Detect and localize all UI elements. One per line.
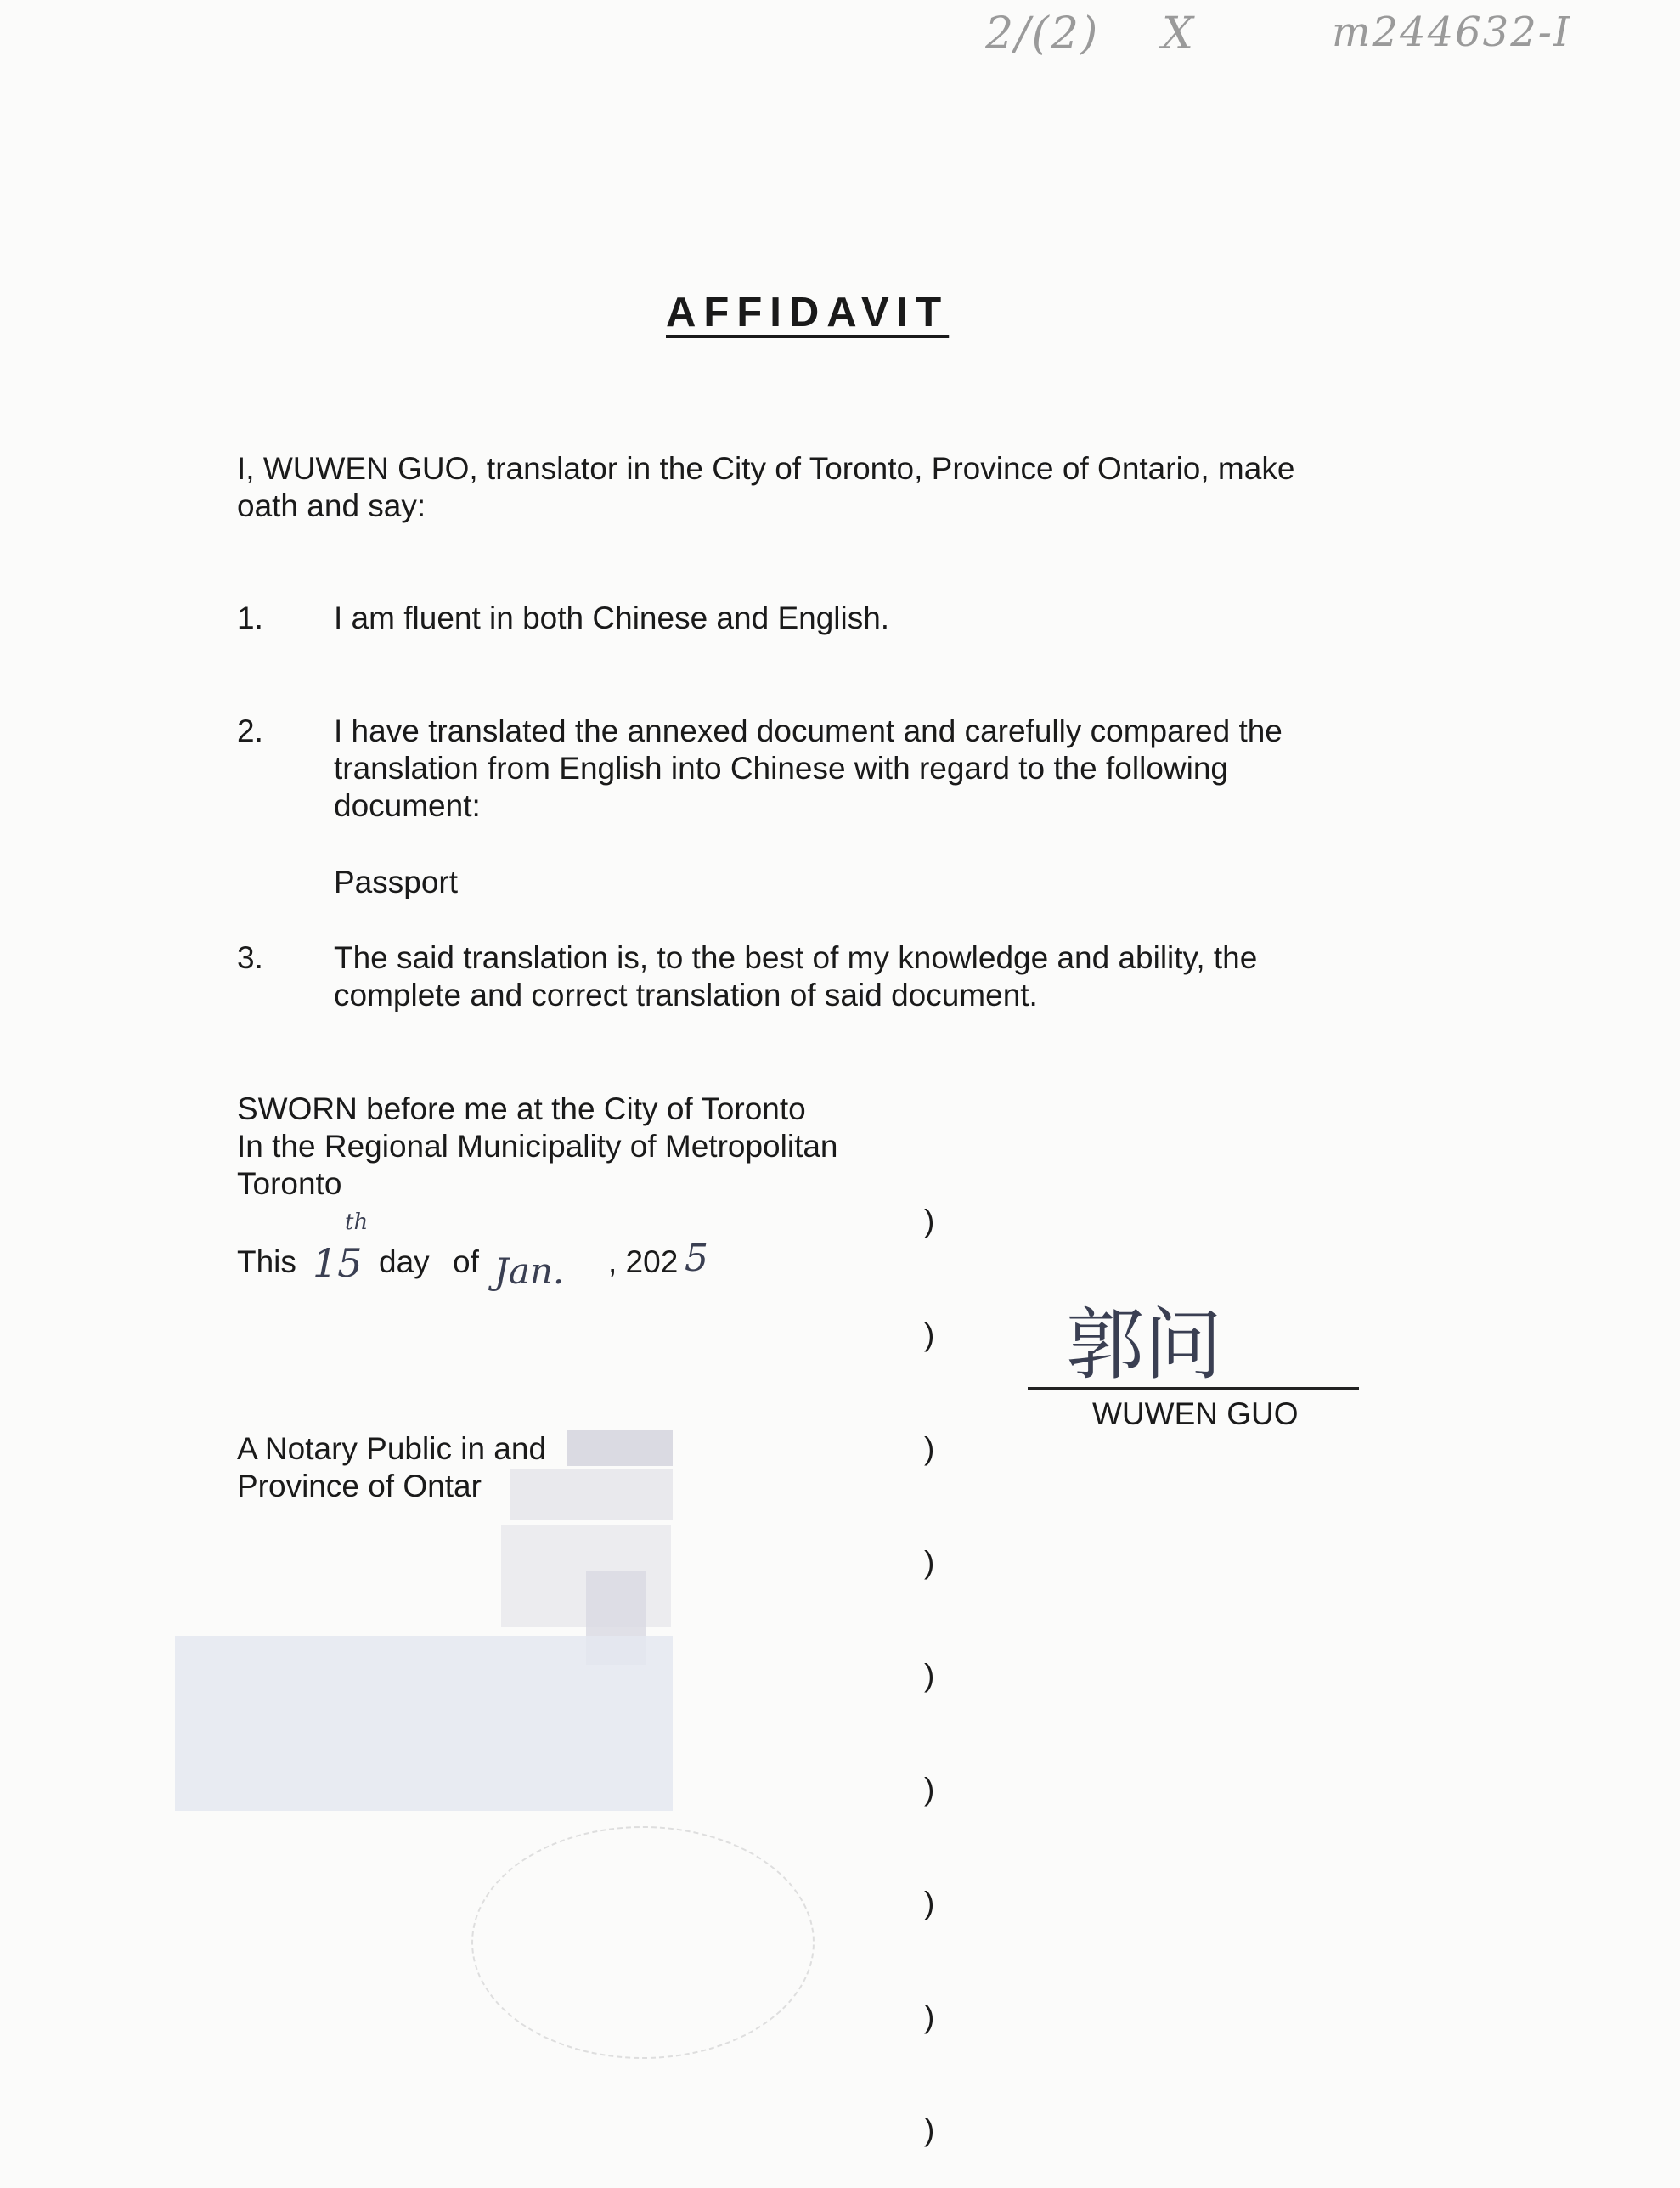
- signatory-name: WUWEN GUO: [1092, 1396, 1299, 1431]
- redaction-block: [510, 1469, 673, 1520]
- paren: ): [924, 1544, 935, 1580]
- notary-line-1: A Notary Public in and: [237, 1431, 547, 1466]
- year-printed: , 202: [608, 1244, 679, 1279]
- item-2-number: 2.: [237, 713, 263, 748]
- item-2-line-1: I have translated the annexed document and carefully compared the: [334, 713, 1283, 748]
- document-name: Passport: [334, 865, 459, 899]
- signature-line: [1028, 1387, 1359, 1390]
- jurat-line-2: In the Regional Municipality of Metropolitan: [237, 1129, 838, 1164]
- item-3-line-1: The said translation is, to the best of my knowledge and ability, the: [334, 940, 1258, 975]
- page-count-mark: 2/(2): [985, 8, 1100, 59]
- item-3-number: 3.: [237, 940, 263, 975]
- intro-paragraph: [237, 450, 1294, 525]
- item-2-line-3: document:: [334, 788, 481, 823]
- reference-mark: m244632-I: [1332, 8, 1571, 56]
- handwritten-day: 15: [313, 1240, 363, 1286]
- item-2-line-2: translation from English into Chinese with regard to the following: [334, 751, 1229, 786]
- intro-line-1: I, WUWEN GUO, translator in the City of Toronto, Province of Ontario, make: [237, 451, 1295, 486]
- this-label: This: [237, 1244, 296, 1279]
- item-1-text: I am fluent in both Chinese and English.: [334, 601, 890, 635]
- parentheses-column: [924, 1127, 942, 2188]
- paren: ): [924, 2112, 935, 2148]
- embossed-seal: [471, 1826, 815, 2059]
- jurat-line-1: SWORN before me at the City of Toronto: [237, 1091, 806, 1126]
- handwritten-month: Jan.: [494, 1250, 565, 1292]
- paren: ): [924, 1885, 935, 1920]
- paren: ): [924, 1317, 935, 1352]
- jurat-block: [237, 1091, 838, 1203]
- handwritten-year-digit: 5: [685, 1237, 708, 1280]
- of-label: of: [453, 1244, 479, 1279]
- item-2-text: [334, 713, 1283, 825]
- notary-line-2: Province of Ontar: [237, 1469, 482, 1503]
- item-3-line-2: complete and correct translation of said document.: [334, 978, 1038, 1012]
- paren: ): [924, 1658, 935, 1694]
- item-1-number: 1.: [237, 601, 263, 635]
- redaction-block: [567, 1430, 673, 1466]
- document-title: AFFIDAVIT: [666, 290, 950, 336]
- paren: ): [924, 1430, 935, 1466]
- paren: ): [924, 1999, 935, 2034]
- handwritten-day-suffix: th: [345, 1210, 369, 1235]
- paren: ): [924, 1772, 935, 1807]
- cross-mark: X: [1162, 8, 1196, 59]
- day-label: day: [379, 1244, 430, 1279]
- notary-block: [237, 1430, 546, 1505]
- item-3-text: [334, 939, 1257, 1014]
- paren: ): [924, 1204, 935, 1239]
- intro-line-2: oath and say:: [237, 488, 426, 523]
- redaction-block: [175, 1636, 673, 1811]
- handwritten-signature: 郭问: [1066, 1300, 1223, 1390]
- jurat-line-3: Toronto: [237, 1166, 342, 1201]
